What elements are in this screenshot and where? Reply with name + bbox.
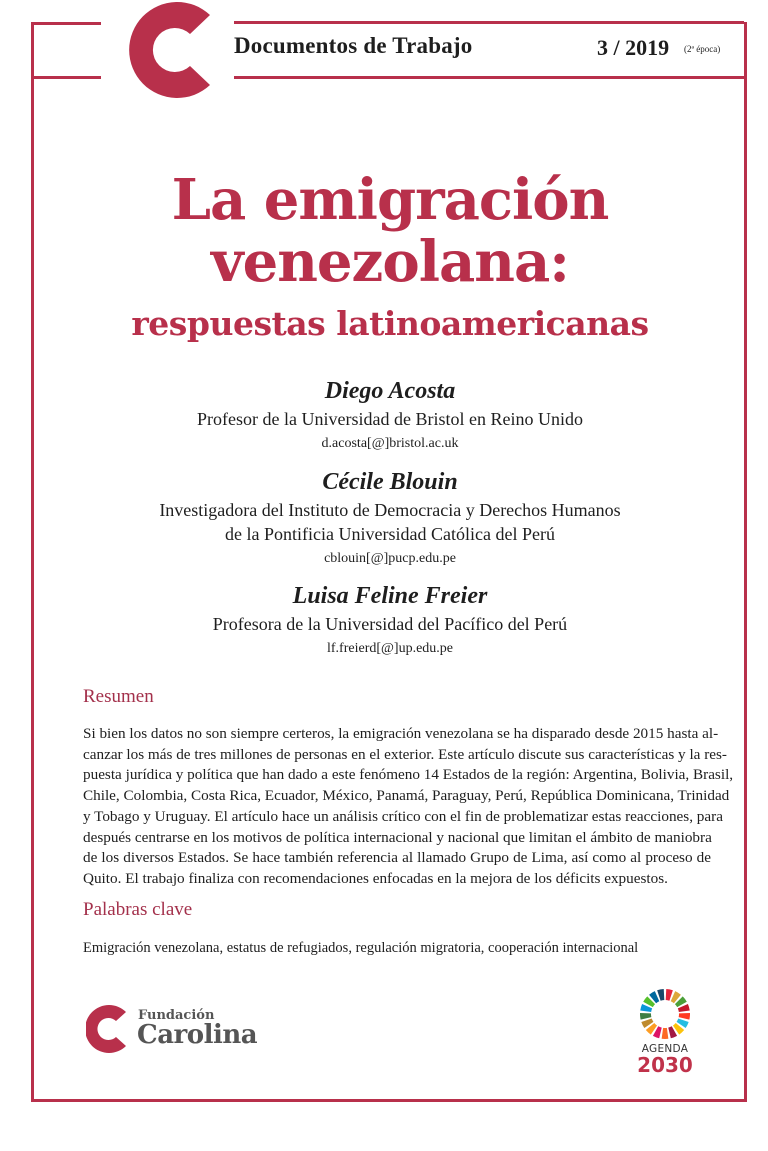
sdg-wheel-segment (662, 1028, 669, 1039)
author-affiliation: Profesor de la Universidad de Bristol en Reino Unido (197, 409, 583, 429)
series-title: Documentos de Trabajo (234, 33, 473, 58)
agenda-logo-year: 2030 (637, 1053, 693, 1077)
abstract-line: canzar los más de tres millones de personas en el exterior. Este artículo discute sus características y la res- (83, 745, 727, 763)
sdg-wheel-segment (679, 1013, 690, 1020)
author-block (0, 583, 768, 657)
abstract-heading: Resumen (83, 686, 154, 707)
title-line-2: venezolana: (211, 229, 569, 295)
abstract-line: después centrarse en los motivos de política internacional y nacional que limitan el ámbito de maniobra (83, 828, 712, 846)
abstract-body (83, 724, 734, 890)
author-email: lf.freierd[@]up.edu.pe (327, 641, 453, 656)
header-rule-left-top (31, 22, 101, 25)
author-name: Diego Acosta (324, 378, 456, 404)
title-line-1: La emigración (171, 167, 609, 233)
abstract-line: y Tobago y Uruguay. El artículo hace un análisis crítico con el fin de problematizar estas reacciones, para (83, 807, 723, 825)
fundacion-carolina-logo (86, 1004, 266, 1060)
abstract-line: de los diversos Estados. Se hace también referencia al llamado Grupo de Lima, así como al proceso de (83, 849, 711, 867)
author-affiliation: Profesora de la Universidad del Pacífico del Perú (212, 614, 568, 634)
abstract-line: puesta jurídica y política que han dado a este fenómeno 14 Estados de la región: Argentina, Bolivia, Brasil, (83, 766, 734, 784)
author-affiliation: Investigadora del Instituto de Democracia y Derechos Humanos (159, 500, 621, 520)
abstract-line: Quito. El trabajo finaliza con recomendaciones enfocadas en la mejora de los déficits expuestos. (83, 869, 668, 887)
agenda-logo-word: AGENDA (641, 1043, 689, 1055)
fundacion-logo-line1: Fundación (138, 1008, 215, 1023)
c-logo-icon (128, 0, 218, 100)
abstract-line: Si bien los datos no son siempre certeros, la emigración venezolana se ha disparado desde 2015 hasta al- (83, 725, 719, 742)
c-logo-icon (86, 1004, 130, 1054)
agenda-2030-logo (632, 987, 698, 1077)
header-rule-left-bottom (31, 76, 101, 79)
author-email: d.acosta[@]bristol.ac.uk (321, 436, 459, 451)
keywords-text: Emigración venezolana, estatus de refugiados, regulación migratoria, cooperación internacional (83, 940, 639, 956)
author-affiliation: de la Pontificia Universidad Católica del Perú (225, 524, 555, 544)
subtitle: respuestas latinoamericanas (131, 304, 649, 343)
author-email: cblouin[@]pucp.edu.pe (324, 551, 456, 566)
author-name: Luisa Feline Freier (292, 583, 488, 609)
author-name: Cécile Blouin (322, 469, 458, 495)
header-rule-right-top (234, 21, 744, 24)
keywords-heading: Palabras clave (83, 899, 193, 920)
fundacion-logo-line2: Carolina (137, 1020, 258, 1050)
header-rule-right-bottom (234, 76, 744, 79)
issue-epoch: (2ª época) (684, 44, 721, 54)
sdg-wheel-segment (640, 1013, 651, 1020)
author-block (0, 469, 768, 567)
author-block (0, 378, 768, 452)
abstract-line: Chile, Colombia, Costa Rica, Ecuador, México, Panamá, Paraguay, Perú, República Dominicana, Trinidad (83, 787, 730, 805)
issue-number: 3 / 2019 (597, 35, 670, 60)
sdg-wheel-icon (638, 987, 692, 1041)
